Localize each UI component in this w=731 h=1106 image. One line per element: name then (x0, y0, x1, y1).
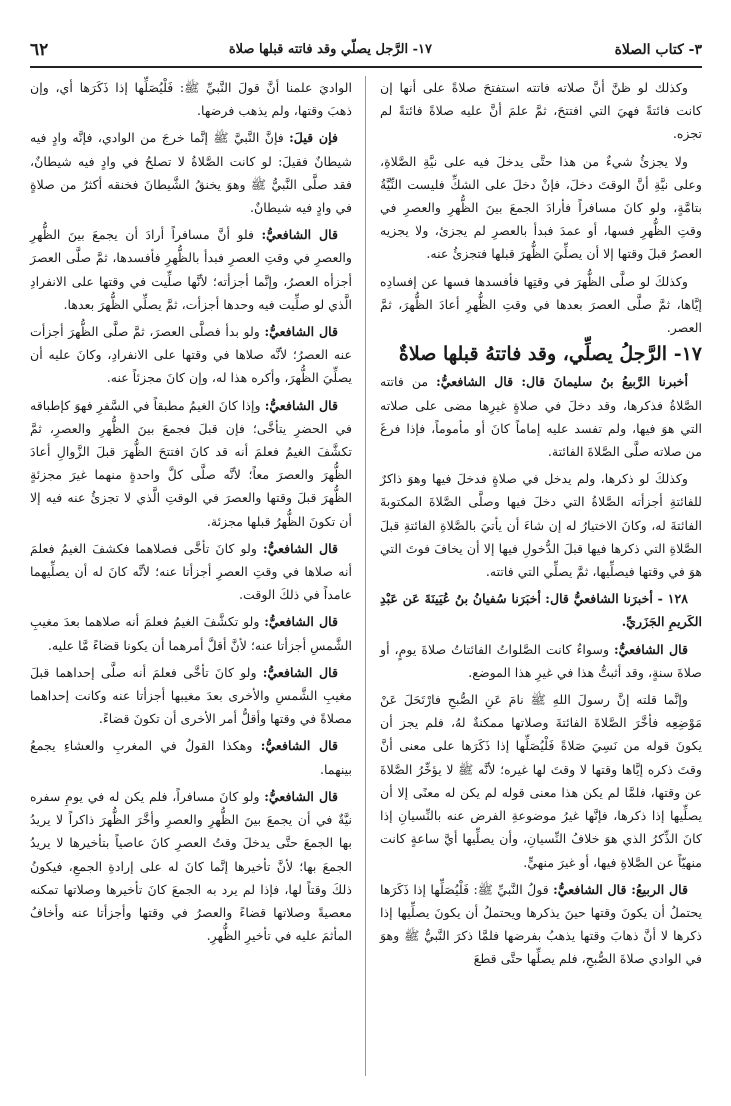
paragraph (30, 126, 352, 219)
speaker-lead: قال الشافعيُّ: (264, 788, 338, 804)
paragraph-text: وهكذا القولُ في المغربِ والعشاءِ يجمعُ بينهما. (30, 738, 352, 777)
column-divider (365, 76, 366, 1076)
paragraph-text: وإذا كانَ الغيمُ مطبقاً في السَّفرِ فهوَ كإطباقه في الحضرِ يتأخَّى؛ فإن قبلَ فجمعَ بينَ الظُّهرِ والعصرِ، ثمَّ تكشَّفَ الغيمُ فعلمَ أنه قد كانَ افتتحَ الظُّهرَ قبلَ الزَّوالِ أعادَ الظُّهرَ والعصرَ معاً؛ لأنَّه صلَّى كلَّ واحدةٍ منهما غيرَ مجزئةٍ الظُّهرَ قبلَ وقتها والعصرَ في الوقتِ الَّذي لا تجزئُ عنه فيه إلا أن تكونَ الظُّهرُ قبلها مجزئة. (30, 397, 352, 529)
hadith-paragraph (380, 587, 702, 633)
paragraph (30, 320, 352, 390)
page-number: ٦٢ (30, 40, 49, 60)
paragraph-text: ولو تكشَّفَ الغيمُ فعلمَ أنه صلاهما بعدَ مغيبِ الشَّمسِ أجزأتا عنه؛ لأنَّ أقلَّ أمرهما أن يكونا قضاءً مَّا عليه. (30, 614, 352, 653)
paragraph: وكذلكَ لو صلَّى الظُّهرَ في وقتِها فأفسدها فسها عن إفسادِه إيَّاها، ثمَّ صلَّى العصرَ بعدها في وقتِ الظُّهرِ أعادَ الظُّهرَ، ثمَّ العصر. (380, 273, 702, 336)
speaker-lead: قال الشافعيُّ: (262, 540, 338, 556)
paragraph-text: ولو كانَ تأخَّى فصلاهما فكشفَ الغيمُ فعلمَ أنه صلاها في وقتِ العصرِ أجزأتا عنه؛ لأنَّه كانَ له أن يصلِّيهما عامداً في ذلكَ الوقت. (30, 540, 352, 603)
paragraph: الواديَ علمنا أنَّ قولَ النَّبيِّ ﷺ: فَلْيُصَلِّها إذا ذَكَرَها أي، وإن ذهبَ وقتها، ولم يذهب فرضها. (30, 80, 352, 119)
hadith-text: أخبَرَنا سُفيانُ بنُ عُيَينَةَ عَن عَبْدِ الكَريمِ الجَزَريِّ. (380, 591, 702, 630)
paragraph-text: ولو كانَ تأخَّى فعلمَ أنه صلَّى إحداهما قبلَ مغيبِ الشَّمسِ والأخرى بعدَ مغيبها أجزأتا عنه وكانت إحداهما مصلاةً في وقتها وأقلُّ أمر الأخرى أن تكونَ قضاءً. (30, 664, 352, 727)
right-column (380, 76, 702, 975)
paragraph: وكذلكَ لو ذكرها، ولم يدخل في صلاةٍ فدخلَ فيها وهوَ ذاكرٌ للفائتةِ أجزأته الصَّلاةُ التي دخلَ فيها وصلَّى الصَّلاةَ المكتوبةَ الفائتةَ له، وكانَ الاختيارُ له إن شاءَ أن يأتيَ بالصَّلاةِ الفائتةِ قبلَ الصَّلاةِ التي ذكرها فيها قبلَ الدُّخولِ فيها إلا أن يخافَ فوتَ التي هوَ في وقتها فيصلِّيها، ثمَّ يصلِّي التي فاتته. (380, 471, 702, 580)
speaker-lead: قال الشافعيُّ: (260, 738, 338, 754)
speaker-lead: قال الربيعُ: قال الشافعيُّ: (553, 881, 688, 897)
paragraph (30, 537, 352, 607)
paragraph-text: ولو بدأ فصلَّى العصرَ، ثمَّ صلَّى الظُّهرَ أجزأت عنه العصرُ؛ لأنَّه صلاها في وقتها على الانفرادِ، وكانَ عليه أن يصلِّيَ الظُّهرَ، وأكره هذا له، وإن كانَ مجزئاً عنه. (30, 324, 352, 386)
speaker-lead: قال الشافعيُّ: (614, 641, 688, 657)
paragraph-text: فلو أنَّ مسافراً أرادَ أن يجمعَ بينَ الظُّهرِ والعصرِ في وقتِ العصرِ فبدأ بالظُّهرِ فأفسدها، ثمَّ صلَّى العصرَ أجزأه العصرُ، وإنَّما أجزأته؛ لأنَّها صلِّيت في وقتها على الانفرادِ الَّذي لو صلِّيت فيه وحدها أجزأت، ثمَّ يصلِّي الظُّهرَ بعدها. (30, 227, 352, 312)
paragraph: وإنَّما قلته إنَّ رسولَ اللهِ ﷺ نامَ عَنِ الصُّبحِ فارْتَحَلَ عَنْ مَوْضِعِه فأخَّرَ الصَّلاةَ الفائتةَ وصلاتها ممكنةٌ لهُ، فلم يجز أن يكونَ قوله من نَسِيَ صَلاةً فَلْيُصَلِّها إذا ذَكَرَها على معنى أنَّ وقتَ ذكره إيَّاها وقتها لا وقتَ لها غيره؛ لأنَّه ﷺ لا يؤخِّرُ الصَّلاةَ عن وقتها، فلمَّا لم يكن هذا معنى قوله لم يكن له معنًى إلا أن يصلِّيها إذا ذكرها، فإنَّها غيرُ موضوعةِ الفرض عنه بالنِّسيانِ إذا كانَ الذِّكرُ الذي هوَ خلافُ النِّسيانِ، وأن يصلِّيها أيَّ ساعةٍ كانت منهيّاً عن الصَّلاةِ فيها، أو غيرَ منهيٍّ. (380, 692, 702, 870)
paragraph (30, 661, 352, 731)
paragraph-text: فإنَّ النَّبيَّ ﷺ إنَّما خرجَ من الوادي، فإنَّه وادٍ فيه شيطانٌ فقيلَ: لو كانت الصَّلاةُ لا تصلحُ في وادٍ فيه شيطانٌ، فقد صلَّى النَّبيُّ ﷺ وهوَ يخنقُ الشَّيطانَ فخنقه أكثرُ من صلاةٍ في وادٍ فيه شيطانٌ. (30, 130, 352, 216)
paragraph (30, 734, 352, 780)
paragraph: ولا يجزئُ شيءٌ من هذا حتَّى يدخلَ فيه على نيَّةِ الصَّلاةِ، وعلى نيَّةِ أنَّ الوقتَ دخلَ، فإنْ دخلَ على الشكِّ فليست النِّيَّةُ بتامَّةٍ، ولو كانَ مسافراً فأرادَ الجمعَ بينَ الظُّهرِ والعصرِ في وقتِ الظُّهرِ فسها، أو عمدَ فبدأ بالعصرِ لم يجزئ، ولا يجزيه العصرُ قبلَ وقتها إلا أن يصلِّيَ الظُّهرَ قبلها فتجزئُ عنه. (380, 153, 702, 262)
paragraph-text: من فاتته الصَّلاةُ فذكرها، وقد دخلَ في صلاةٍ غيرِها مضى على صلاته التي هوَ فيها، ولم تفسد عليه إماماً كانَ أو مأموماً، فإذا فرغَ من صلاته صلَّى الصَّلاةَ الفائتة. (380, 374, 702, 460)
speaker-lead: قال الشافعيُّ: (262, 664, 338, 680)
book-title: ٣- كتاب الصلاة (614, 42, 702, 58)
paragraph-text: وسواءٌ كانت الصَّلواتُ الفائتاتُ صلاةَ يومٍ، أو صلاةَ سنةٍ، وقد أثبتُّ هذا في غيرِ هذا الموضع. (380, 641, 702, 680)
paragraph (380, 370, 702, 463)
paragraph-text: قولُ النَّبيِّ ﷺ: فَلْيُصَلِّها إذا ذَكَرَها يحتملُ أن يكونَ وقتها حينَ يذكرها ويحتملُ أن يكونَ يصلِّيها إذا ذكرها لا أنَّ ذهابَ وقتها يذهبُ بفرضها فلمَّا ذكرَ النَّبيُّ ﷺ وهوَ في الوادي صلاةَ الصُّبحِ، فلم يصلِّها حتَّى قطعَ (380, 881, 702, 967)
paragraph (30, 610, 352, 656)
paragraph (30, 394, 352, 533)
left-column (30, 76, 352, 951)
paragraph (30, 785, 352, 947)
hadith-lead: ١٢٨ - أخبرَنا الشافعيُّ قال: (545, 591, 688, 607)
speaker-lead: قال الشافعيُّ: (261, 227, 338, 243)
speaker-lead: قال الشافعيُّ: (264, 614, 338, 630)
speaker-lead: فإن قيلَ: (289, 130, 338, 146)
paragraph: وكذلك لو ظنَّ أنَّ صلاته فاتته استفتحَ صلاةً على أنها إن كانت فائتةً فهيَ التي افتتحَ، ثمَّ علمَ أنَّ عليه صلاةً فائتةً لم تجزه. (380, 80, 702, 142)
paragraph (380, 878, 702, 971)
page-header (30, 40, 702, 68)
paragraph-text: ولو كانَ مسافراً، فلم يكن له في يومِ سفره نيَّةٌ في أن يجمعَ بينَ الظُّهرِ والعصرِ وأخَّرَ الظُّهرَ ذاكراً لا يريدُ بها الجمعَ حتَّى يدخلَ وقتُ العصرِ كانَ عاصياً بتأخيرها لا يريدُ الجمعَ بها؛ لأنَّ تأخيرها إنَّما كانَ له على إرادةِ الجمعِ، فيكونُ ذلكَ وقتاً لها، فإذا لم يرد به الجمعَ كانَ تأخيرها وصلاتها تمكنه معصيةً وصلاتها قضاءً والعصرُ في وقتها وأجزأتا عنه وأخافُ المأثمَ عليه في تأخيرِ الظُّهرِ. (30, 788, 353, 944)
speaker-lead: قال الشافعيُّ: (264, 324, 338, 340)
paragraph (380, 638, 702, 684)
paragraph (30, 223, 352, 316)
running-chapter-title: ١٧- الرَّجل يصلّي وقد فاتته قبلها صلاة (228, 42, 432, 57)
narration-lead: أخبرنا الرَّبيعُ بنُ سليمانَ قال: قال الشافعيُّ: (436, 374, 688, 390)
speaker-lead: قال الشافعيُّ: (264, 397, 338, 413)
section-title: ١٧- الرَّجلُ يصلِّي، وقد فاتتهُ قبلها صلاةٌ (398, 343, 702, 366)
